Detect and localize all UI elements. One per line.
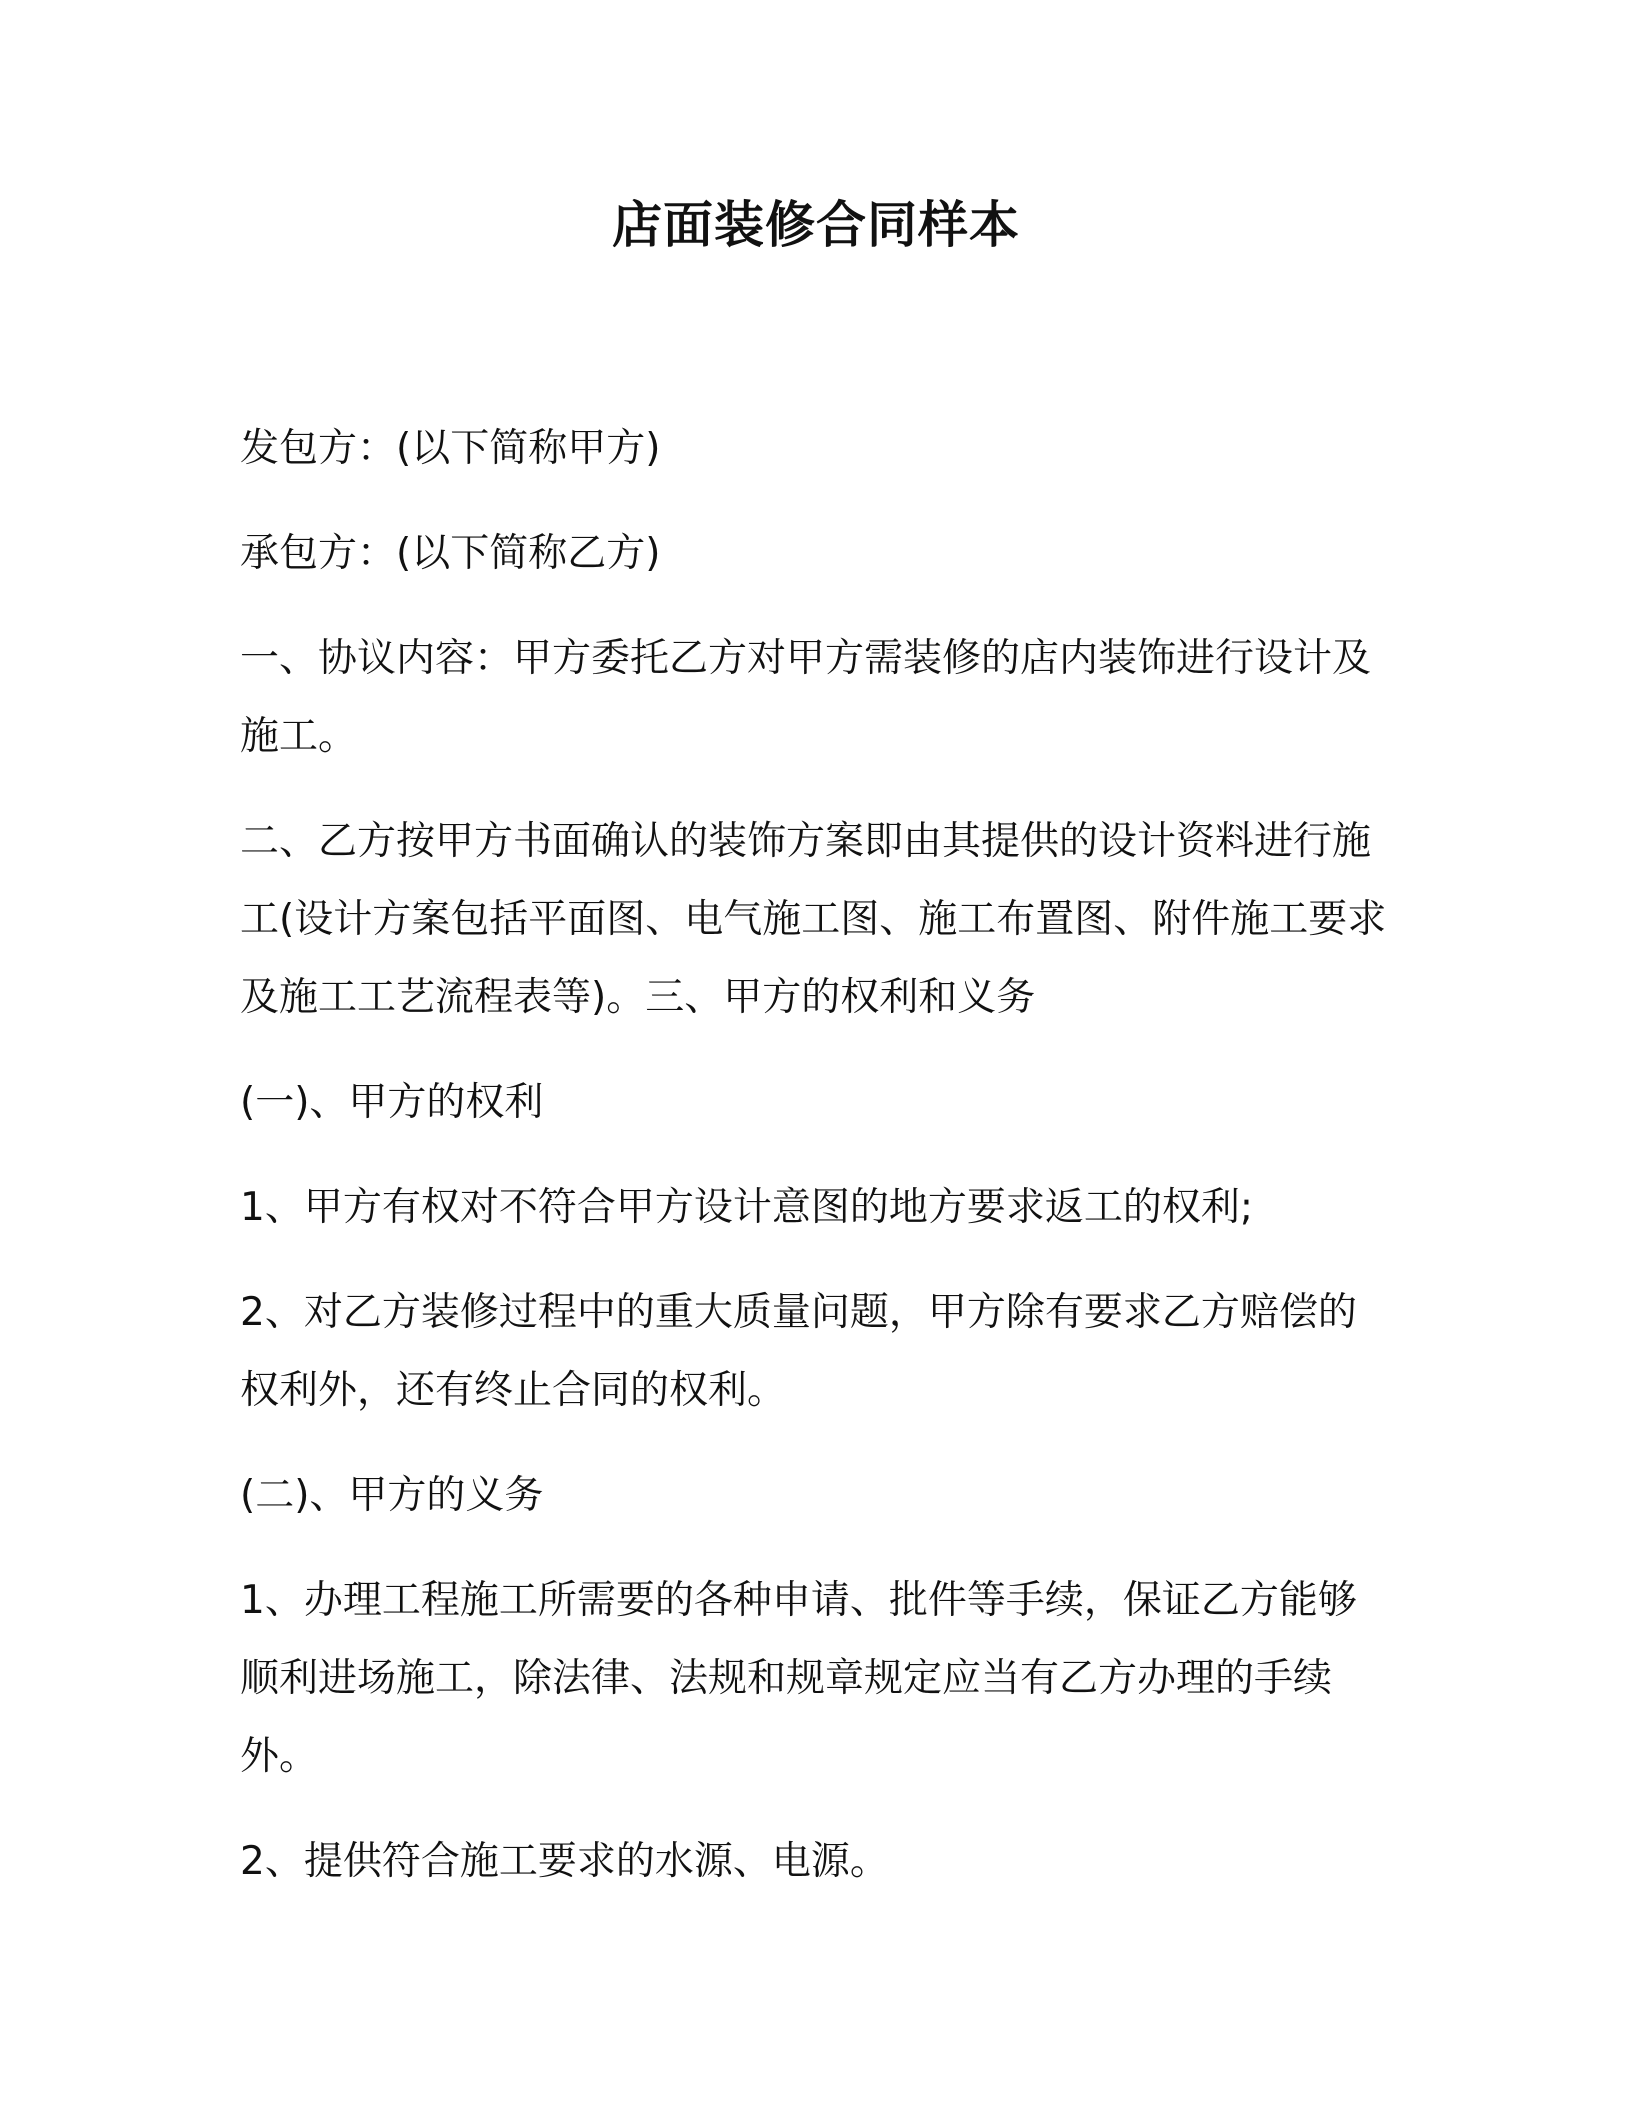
section-heading-party-a-obligations: (二)、甲方的义务 xyxy=(240,1473,544,1518)
document-title: 店面装修合同样本 xyxy=(612,196,1020,254)
document-body xyxy=(240,410,1390,1928)
rights-item-2: 2、对乙方装修过程中的重大质量问题，甲方除有要求乙方赔偿的权利外，还有终止合同的权利。 xyxy=(240,1290,1357,1413)
party-b-line: 承包方：(以下简称乙方) xyxy=(240,531,661,576)
section-heading-party-a-rights: (一)、甲方的权利 xyxy=(240,1080,544,1125)
obligations-item-1: 1、办理工程施工所需要的各种申请、批件等手续，保证乙方能够顺利进场施工，除法律、法规和规章规定应当有乙方办理的手续外。 xyxy=(240,1578,1357,1779)
party-a-line: 发包方：(以下简称甲方) xyxy=(240,426,661,471)
obligations-item-2: 2、提供符合施工要求的水源、电源。 xyxy=(240,1839,889,1884)
rights-item-1: 1、甲方有权对不符合甲方设计意图的地方要求返工的权利; xyxy=(240,1185,1253,1230)
clause-construction-basis: 二、乙方按甲方书面确认的装饰方案即由其提供的设计资料进行施工(设计方案包括平面图、电气施工图、施工布置图、附件施工要求及施工工艺流程表等)。三、甲方的权利和义务 xyxy=(240,819,1387,1020)
clause-agreement-content: 一、协议内容：甲方委托乙方对甲方需装修的店内装饰进行设计及施工。 xyxy=(240,636,1372,759)
